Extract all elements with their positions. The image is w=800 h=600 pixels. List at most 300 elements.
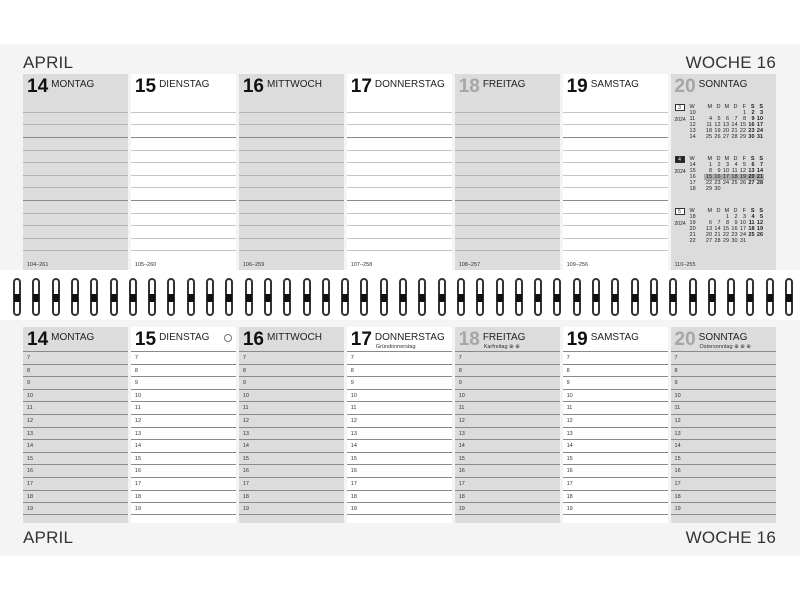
mini-calendar-day: 29 [722, 238, 730, 244]
mini-calendar-day: 13 [722, 122, 730, 128]
mini-calendar-day: 9 [734, 220, 738, 226]
mini-calendar-weeks [690, 208, 700, 244]
mini-calendar-row [704, 238, 764, 244]
coil-hole [91, 294, 97, 302]
mini-calendar-day: 12 [756, 220, 764, 226]
hour-slots [239, 351, 344, 515]
day-number: 19 [566, 76, 588, 97]
mini-calendar-day: 16 [714, 174, 721, 180]
hour-slot[interactable]: 9 [671, 376, 776, 389]
mini-calendar-day: 18 [705, 128, 713, 134]
hour-slot[interactable]: 18 [563, 490, 668, 503]
day-schedule-column[interactable] [671, 327, 776, 523]
mini-calendar-day: 19 [739, 174, 747, 180]
day-name: SAMSTAG [590, 332, 639, 343]
mini-calendar-day: 6 [708, 220, 713, 226]
spiral-coil [10, 278, 24, 316]
day-header [239, 327, 344, 353]
hour-slot[interactable]: 19 [347, 502, 452, 515]
mini-calendar-day: 4 [708, 116, 713, 122]
spiral-coil [570, 278, 584, 316]
mini-calendar-day: 23 [748, 128, 755, 134]
notes-grid [23, 74, 776, 270]
hour-slot[interactable]: 8 [671, 364, 776, 377]
hour-slot[interactable]: 17 [671, 477, 776, 490]
week-number: 10 [689, 110, 696, 116]
hour-slot[interactable]: 16 [347, 464, 452, 477]
coil-hole [323, 294, 329, 302]
week-number: 13 [689, 128, 696, 134]
mini-calendar-day: D [716, 104, 721, 110]
coil-hole [593, 294, 599, 302]
hour-slot[interactable]: 11 [347, 401, 452, 414]
hour-slot[interactable]: 15 [131, 452, 236, 465]
hour-slot[interactable]: 10 [239, 389, 344, 402]
hour-slot[interactable]: 16 [671, 464, 776, 477]
hour-slot[interactable]: 8 [563, 364, 668, 377]
mini-calendar-day: 20 [722, 128, 730, 134]
mini-calendar-day: D [716, 156, 721, 162]
hour-slot[interactable]: 18 [131, 490, 236, 503]
coil-hole [14, 294, 20, 302]
day-notes-column[interactable] [23, 74, 128, 270]
coil-hole [304, 294, 310, 302]
mini-calendar [675, 156, 773, 196]
coil-hole [612, 294, 618, 302]
mini-calendar-day: 22 [705, 180, 713, 186]
hour-slot[interactable]: 18 [347, 490, 452, 503]
mini-calendar-day: M [707, 156, 713, 162]
hour-slot[interactable]: 9 [131, 376, 236, 389]
mini-calendar-day: 4 [734, 162, 738, 168]
spiral-coil [435, 278, 449, 316]
mini-calendar-day: 15 [722, 226, 730, 232]
hour-slot[interactable]: 15 [347, 452, 452, 465]
hour-slot[interactable]: 13 [239, 427, 344, 440]
mini-calendar-day: 22 [722, 232, 730, 238]
hour-slot[interactable]: 9 [23, 376, 128, 389]
coil-hole [111, 294, 117, 302]
hour-slot[interactable]: 7 [23, 351, 128, 364]
spiral-coil [357, 278, 371, 316]
week-number: 22 [689, 238, 696, 244]
note-lines[interactable] [455, 100, 560, 258]
hour-slot[interactable]: 8 [23, 364, 128, 377]
coil-hole [226, 294, 232, 302]
day-notes-column[interactable] [563, 74, 668, 270]
hour-slot[interactable]: 13 [563, 427, 668, 440]
day-schedule-column[interactable] [347, 327, 452, 523]
week-number: 14 [689, 134, 696, 140]
moon-phase-icon [224, 334, 232, 342]
day-header [671, 74, 776, 100]
day-name: FREITAG [482, 332, 526, 343]
day-count: 108–257 [458, 262, 481, 268]
hour-slot[interactable]: 12 [347, 414, 452, 427]
hour-slot[interactable]: 10 [347, 389, 452, 402]
mini-calendar-day: S [759, 156, 764, 162]
hour-slot[interactable]: 7 [131, 351, 236, 364]
week-number: W [689, 156, 695, 162]
hour-slot[interactable]: 19 [23, 502, 128, 515]
hour-slot[interactable]: 17 [23, 477, 128, 490]
week-number: 18 [689, 214, 696, 220]
spiral-binding [0, 270, 800, 320]
day-notes-column[interactable] [239, 74, 344, 270]
hour-slot[interactable]: 11 [671, 401, 776, 414]
day-header [131, 327, 236, 353]
mini-calendar-day: 1 [708, 162, 713, 168]
day-header [347, 74, 452, 100]
hour-slot[interactable]: 8 [455, 364, 560, 377]
week-number: 19 [689, 220, 696, 226]
coil-hole [342, 294, 348, 302]
spiral-coil [743, 278, 757, 316]
spiral-coil [550, 278, 564, 316]
mini-calendar-day: 24 [756, 128, 764, 134]
note-lines[interactable] [23, 100, 128, 258]
spiral-coil [164, 278, 178, 316]
week-number: W [689, 208, 695, 214]
mini-calendar-day: M [707, 104, 713, 110]
hour-slot[interactable]: 19 [131, 502, 236, 515]
hour-slot[interactable]: 18 [23, 490, 128, 503]
day-header [239, 74, 344, 100]
mini-calendar-day: D [733, 208, 738, 214]
day-header [563, 74, 668, 100]
mini-calendar-day: 25 [748, 232, 755, 238]
hour-slot[interactable]: 11 [23, 401, 128, 414]
day-name: SONNTAG [698, 332, 748, 343]
spiral-coil [145, 278, 159, 316]
coil-hole [419, 294, 425, 302]
hour-slot[interactable]: 16 [563, 464, 668, 477]
mini-calendar-day: 9 [751, 116, 755, 122]
hour-slot[interactable]: 15 [563, 452, 668, 465]
mini-calendar-day: F [742, 208, 747, 214]
mini-calendar-day [755, 238, 764, 244]
coil-hole [747, 294, 753, 302]
day-number: 20 [674, 76, 696, 97]
mini-calendar-day: 14 [731, 122, 738, 128]
spiral-coil [512, 278, 526, 316]
day-name: DONNERSTAG [374, 79, 445, 90]
note-lines[interactable] [563, 100, 668, 258]
coil-hole [439, 294, 445, 302]
mini-calendar-day: 8 [742, 116, 747, 122]
mini-calendar-day: 15 [739, 122, 747, 128]
hour-slot[interactable]: 13 [671, 427, 776, 440]
hour-slot[interactable]: 16 [455, 464, 560, 477]
day-header [347, 327, 452, 353]
hour-slots [23, 351, 128, 515]
spiral-coil [68, 278, 82, 316]
mini-calendar-day [738, 186, 747, 192]
mini-calendar-day: 27 [705, 238, 713, 244]
mini-calendar-row [704, 134, 764, 140]
hour-slot[interactable]: 7 [347, 351, 452, 364]
spiral-coil [126, 278, 140, 316]
mini-calendar-day: 21 [731, 128, 738, 134]
hour-slot[interactable]: 14 [239, 439, 344, 452]
mini-calendar-day: 2 [734, 214, 738, 220]
day-header [563, 327, 668, 353]
hour-slot[interactable]: 14 [563, 439, 668, 452]
spiral-coil [29, 278, 43, 316]
mini-calendar-day: 28 [714, 238, 721, 244]
note-lines[interactable] [347, 100, 452, 258]
hour-slot[interactable]: 9 [239, 376, 344, 389]
hour-slot[interactable]: 10 [23, 389, 128, 402]
coil-hole [265, 294, 271, 302]
hour-slots [563, 351, 668, 515]
mini-calendar-day: 4 [751, 214, 755, 220]
hour-slot[interactable]: 17 [239, 477, 344, 490]
hour-slot[interactable]: 9 [563, 376, 668, 389]
hour-slot[interactable]: 12 [23, 414, 128, 427]
mini-calendar-day: 14 [714, 226, 721, 232]
mini-calendar-day: M [707, 208, 713, 214]
week-number: W [689, 104, 695, 110]
mini-calendar-day: 28 [756, 180, 764, 186]
holiday-label: Ostersonntag ⊕ ⊕ ⊕ [699, 344, 751, 350]
hour-slot[interactable]: 7 [455, 351, 560, 364]
day-number: 14 [27, 329, 49, 350]
spiral-coil [705, 278, 719, 316]
mini-calendar-days [704, 156, 764, 192]
hour-slots [347, 351, 452, 515]
coil-hole [188, 294, 194, 302]
week-number: 11 [689, 116, 696, 122]
note-lines[interactable] [239, 100, 344, 258]
coil-hole [670, 294, 676, 302]
hour-slot[interactable]: 19 [563, 502, 668, 515]
week-number: 12 [689, 122, 696, 128]
coil-hole [130, 294, 136, 302]
day-count: 110–255 [674, 262, 696, 268]
hour-slot[interactable]: 14 [347, 439, 452, 452]
mini-calendar-month: 5 [675, 208, 685, 215]
coil-hole [149, 294, 155, 302]
hour-slot[interactable]: 17 [563, 477, 668, 490]
week-header: WOCHE 16 [685, 53, 776, 72]
hour-slot[interactable]: 16 [23, 464, 128, 477]
hour-slot[interactable]: 17 [131, 477, 236, 490]
coil-hole [284, 294, 290, 302]
mini-calendar-weeks [690, 156, 700, 192]
day-number: 19 [566, 329, 588, 350]
spiral-coil [222, 278, 236, 316]
note-lines[interactable] [131, 100, 236, 258]
hour-slot[interactable]: 9 [455, 376, 560, 389]
mini-calendar-day: 21 [714, 232, 721, 238]
mini-calendar-year: 2024 [674, 117, 686, 123]
hour-slot[interactable]: 18 [671, 490, 776, 503]
hour-slot[interactable]: 15 [239, 452, 344, 465]
day-notes-column[interactable] [671, 74, 776, 270]
mini-calendar-days [704, 104, 764, 140]
mini-calendar-day: 24 [739, 232, 747, 238]
day-count: 104–261 [27, 262, 49, 268]
hour-slot[interactable]: 13 [23, 427, 128, 440]
hour-slot[interactable]: 18 [239, 490, 344, 503]
coil-hole [690, 294, 696, 302]
mini-calendar-day [721, 186, 730, 192]
hour-slot[interactable]: 7 [671, 351, 776, 364]
coil-hole [361, 294, 367, 302]
hour-slot[interactable]: 12 [131, 414, 236, 427]
mini-calendar-day: 3 [725, 162, 730, 168]
day-schedule-column[interactable] [131, 327, 236, 523]
hour-slots [455, 351, 560, 515]
spiral-coil [300, 278, 314, 316]
day-name: DIENSTAG [159, 332, 210, 343]
mini-calendar-day: 5 [759, 214, 764, 220]
coil-hole [497, 294, 503, 302]
day-schedule-column[interactable] [455, 327, 560, 523]
hour-slot[interactable]: 14 [671, 439, 776, 452]
hour-slot[interactable]: 17 [455, 477, 560, 490]
hour-slot[interactable]: 11 [563, 401, 668, 414]
hour-slot[interactable]: 11 [455, 401, 560, 414]
hour-slot[interactable]: 12 [455, 414, 560, 427]
mini-calendar-day: 24 [722, 180, 730, 186]
hour-slots [671, 351, 776, 515]
spiral-coil [763, 278, 777, 316]
mini-calendar-day: 12 [739, 168, 747, 174]
day-count: 105–260 [134, 262, 157, 268]
day-number: 15 [134, 76, 157, 97]
day-name: MITTWOCH [266, 79, 322, 90]
coil-hole [458, 294, 464, 302]
mini-calendar-day: 7 [759, 162, 764, 168]
mini-calendar-day: 21 [756, 174, 764, 180]
hour-slot[interactable]: 10 [131, 389, 236, 402]
day-name: SAMSTAG [590, 79, 639, 90]
day-schedule-column[interactable] [239, 327, 344, 523]
coil-hole [53, 294, 59, 302]
hour-slot[interactable]: 15 [23, 452, 128, 465]
week-number: 16 [689, 174, 696, 180]
hour-slot[interactable]: 14 [23, 439, 128, 452]
hour-slot[interactable]: 7 [239, 351, 344, 364]
mini-calendar-day: S [759, 208, 764, 214]
mini-calendar-day: 11 [706, 122, 713, 128]
coil-hole [33, 294, 39, 302]
hour-slot[interactable]: 10 [563, 389, 668, 402]
coil-hole [168, 294, 174, 302]
hour-slot[interactable]: 12 [563, 414, 668, 427]
hour-slots [131, 351, 236, 515]
mini-calendar-weeks [690, 104, 700, 140]
coil-hole [728, 294, 734, 302]
hour-slot[interactable]: 15 [671, 452, 776, 465]
mini-calendar-day: D [716, 208, 721, 214]
coil-hole [767, 294, 773, 302]
hour-slot[interactable]: 19 [671, 502, 776, 515]
hour-slot[interactable]: 13 [455, 427, 560, 440]
mini-calendar-day: M [724, 208, 730, 214]
mini-calendar-month: 4 [675, 156, 685, 163]
hour-slot[interactable]: 14 [131, 439, 236, 452]
day-notes-column[interactable] [347, 74, 452, 270]
mini-calendar-day: 27 [722, 134, 730, 140]
coil-hole [207, 294, 213, 302]
day-name: MITTWOCH [266, 332, 322, 343]
hour-slot[interactable]: 11 [239, 401, 344, 414]
day-number: 20 [674, 329, 696, 350]
hour-slot[interactable]: 10 [671, 389, 776, 402]
mini-calendar-day: 16 [748, 122, 755, 128]
hour-slot[interactable]: 18 [455, 490, 560, 503]
hour-slot[interactable]: 13 [347, 427, 452, 440]
spiral-coil [107, 278, 121, 316]
mini-calendar-day: F [742, 156, 747, 162]
hour-slot[interactable]: 8 [239, 364, 344, 377]
day-schedule-column[interactable] [563, 327, 668, 523]
week-number: 14 [689, 162, 696, 168]
hour-slot[interactable]: 9 [347, 376, 452, 389]
coil-hole [574, 294, 580, 302]
mini-calendar-day: 28 [731, 134, 738, 140]
mini-calendar-day: 18 [748, 226, 755, 232]
day-notes-column[interactable] [131, 74, 236, 270]
hour-slot[interactable]: 16 [239, 464, 344, 477]
hour-slot[interactable]: 8 [131, 364, 236, 377]
month-footer: APRIL [23, 528, 74, 547]
mini-calendar-day: 13 [705, 226, 713, 232]
mini-calendar-day: 17 [756, 122, 764, 128]
hour-slot[interactable]: 19 [455, 502, 560, 515]
hour-slot[interactable]: 14 [455, 439, 560, 452]
spiral-coil [87, 278, 101, 316]
hour-slot[interactable]: 13 [131, 427, 236, 440]
mini-calendar-day: 9 [717, 168, 721, 174]
hour-slot[interactable]: 11 [131, 401, 236, 414]
spiral-coil [280, 278, 294, 316]
day-notes-column[interactable] [455, 74, 560, 270]
hour-slot[interactable]: 10 [455, 389, 560, 402]
mini-calendar-day [746, 238, 755, 244]
mini-calendar-day: 23 [731, 232, 738, 238]
hour-slot[interactable]: 7 [563, 351, 668, 364]
mini-calendar-day: 20 [748, 174, 755, 180]
day-schedule-column[interactable] [23, 327, 128, 523]
hour-slot[interactable]: 15 [455, 452, 560, 465]
mini-calendar-year: 2024 [674, 221, 686, 227]
hour-slot[interactable]: 8 [347, 364, 452, 377]
day-header [23, 327, 128, 353]
day-name: DIENSTAG [159, 79, 210, 90]
mini-calendar-day: 26 [739, 180, 747, 186]
day-name: MONTAG [51, 332, 95, 343]
hour-slot[interactable]: 12 [239, 414, 344, 427]
coil-hole [72, 294, 78, 302]
coil-hole [516, 294, 522, 302]
mini-calendar-day: S [750, 208, 755, 214]
hour-slot[interactable]: 17 [347, 477, 452, 490]
hour-slot[interactable]: 16 [131, 464, 236, 477]
day-header [671, 327, 776, 353]
day-count: 107–258 [350, 262, 373, 268]
hour-slot[interactable]: 12 [671, 414, 776, 427]
spiral-coil [203, 278, 217, 316]
spiral-coil [666, 278, 680, 316]
hour-slot[interactable]: 19 [239, 502, 344, 515]
spiral-coil [242, 278, 256, 316]
mini-calendar-day: 1 [742, 110, 747, 116]
mini-calendar-day: 8 [725, 220, 730, 226]
